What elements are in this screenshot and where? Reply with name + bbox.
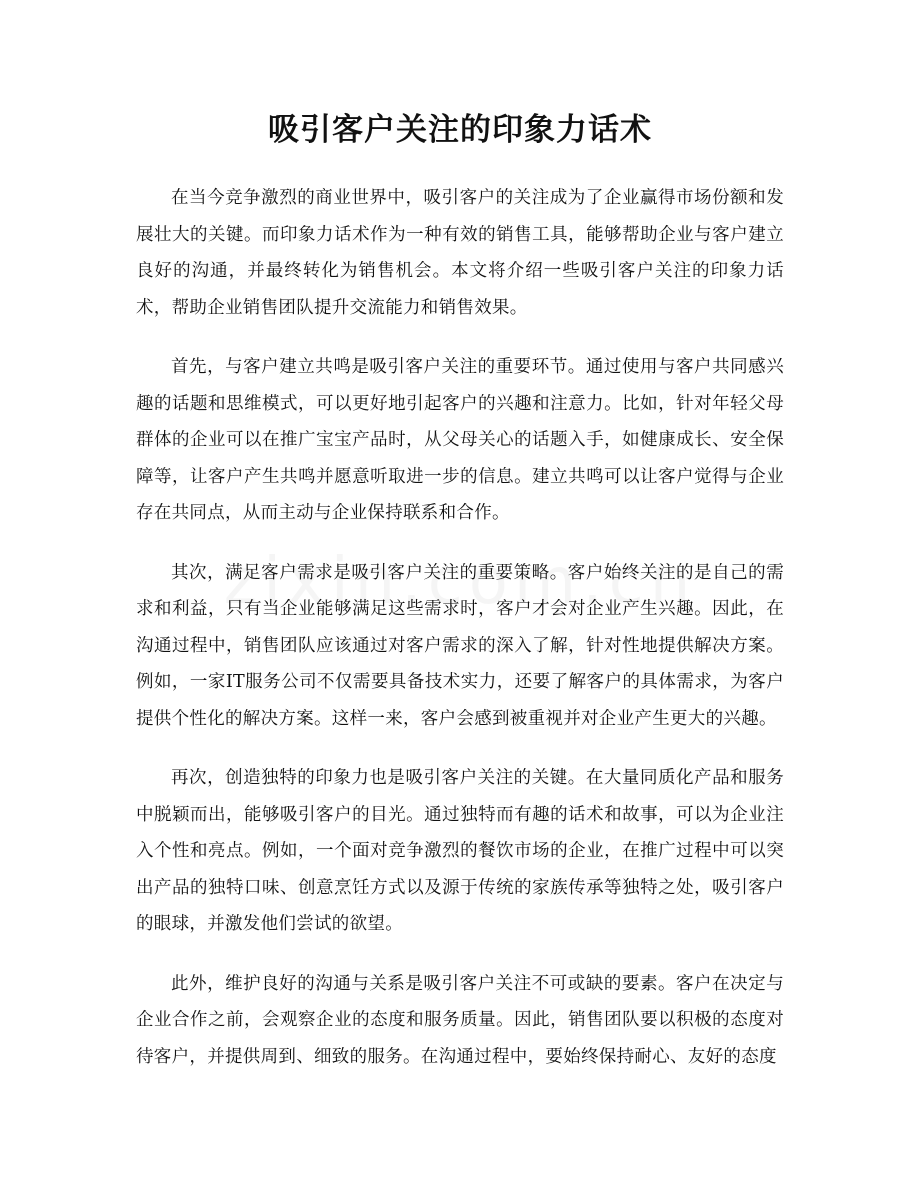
paragraph-intro: 在当今竞争激烈的商业世界中，吸引客户的关注成为了企业赢得市场份额和发展壮大的关键。而印象力话术作为一种有效的销售工具，能够帮助企业与客户建立良好的沟通，并最终转化为销售机会。本文将介绍一些吸引客户关注的印象力话术，帮助企业销售团队提升交流能力和销售效果。 (136, 188, 784, 318)
paragraph-uniqueness: 再次，创造独特的印象力也是吸引客户关注的关键。在大量同质化产品和服务中脱颖而出，能够吸引客户的目光。通过独特而有趣的话术和故事，可以为企业注入个性和亮点。例如，一个面对竞争激烈的餐饮市场的企业，在推广过程中可以突出产品的独特口味、创意烹饪方式以及源于传统的家族传承等独特之处，吸引客户的眼球，并激发他们尝试的欲望。 (136, 768, 784, 934)
paragraph-needs: 其次，满足客户需求是吸引客户关注的重要策略。客户始终关注的是自己的需求和利益，只有当企业能够满足这些需求时，客户才会对企业产生兴趣。因此，在沟通过程中，销售团队应该通过对客户需求的深入了解，针对性地提供解决方案。例如，一家IT服务公司不仅需要具备技术实力，还要了解客户的具体需求，为客户提供个性化的解决方案。这样一来，客户会感到被重视并对企业产生更大的兴趣。 (136, 562, 784, 729)
document-body (136, 180, 784, 1098)
page-title: 吸引客户关注的印象力话术 (268, 112, 652, 148)
paragraph-resonance: 首先，与客户建立共鸣是吸引客户关注的重要环节。通过使用与客户共同感兴趣的话题和思维模式，可以更好地引起客户的兴趣和注意力。比如，针对年轻父母群体的企业可以在推广宝宝产品时，从父母关心的话题入手，如健康成长、安全保障等，让客户产生共鸣并愿意听取进一步的信息。建立共鸣可以让客户觉得与企业存在共同点，从而主动与企业保持联系和合作。 (136, 357, 784, 523)
paragraph-communication: 此外，维护良好的沟通与关系是吸引客户关注不可或缺的要素。客户在决定与企业合作之前，会观察企业的态度和服务质量。因此，销售团队要以积极的态度对待客户，并提供周到、细致的服务。在沟通过程中，要始终保持耐心、友好的态度 (136, 973, 784, 1067)
